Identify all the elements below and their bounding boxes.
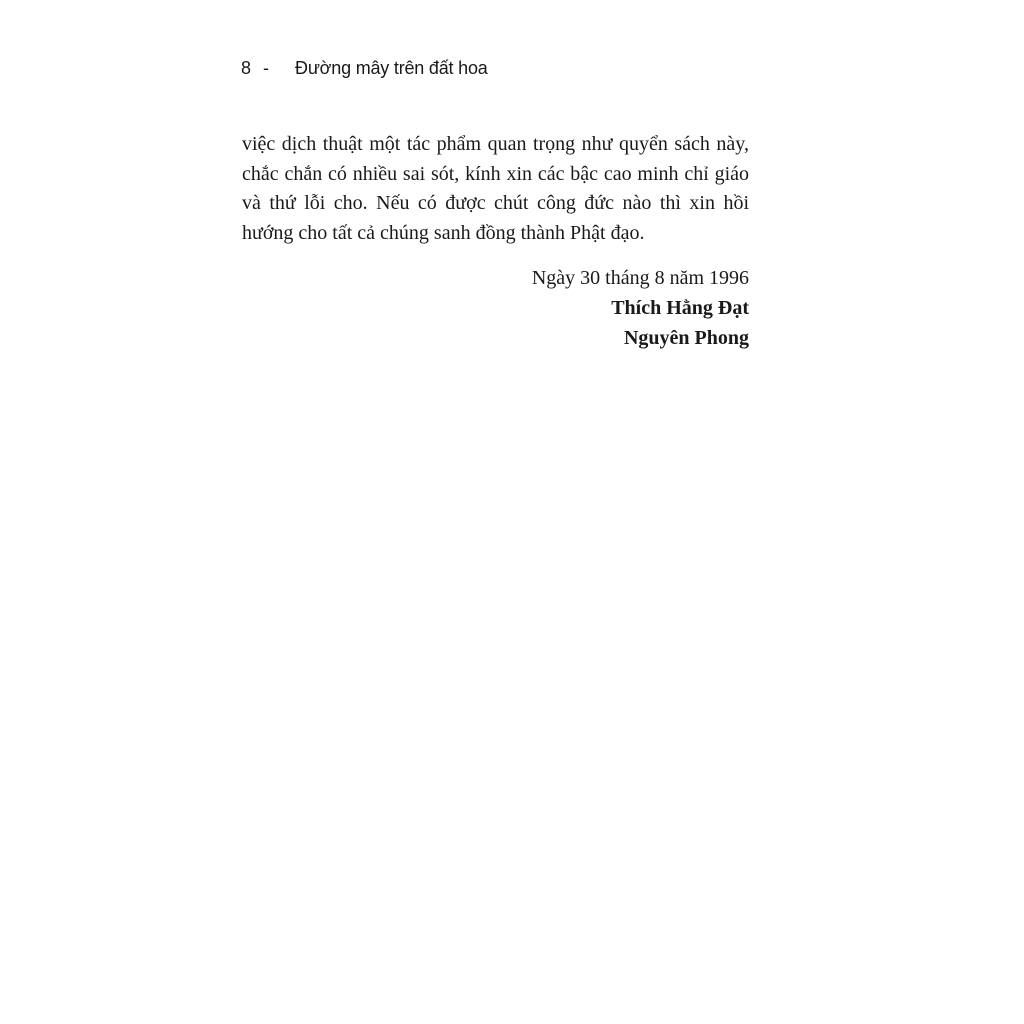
running-head xyxy=(241,58,488,84)
header-separator: - xyxy=(263,58,270,78)
body-paragraph xyxy=(242,130,749,248)
signature-name-1: Thích Hằng Đạt xyxy=(611,297,749,319)
body-line-1: việc dịch thuật một tác phẩm quan trọng như quyển sách này, xyxy=(242,133,749,155)
signature-block xyxy=(532,263,749,353)
body-line-4: hướng cho tất cả chúng sanh đồng thành Phật đạo. xyxy=(242,221,645,244)
signature-date: Ngày 30 tháng 8 năm 1996 xyxy=(531,267,749,289)
book-title: Đường mây trên đất hoa xyxy=(295,58,488,78)
body-line-3: và thứ lỗi cho. Nếu có được chút công đức nào thì xin hồi xyxy=(242,192,749,214)
body-line-2: chắc chắn có nhiều sai sót, kính xin các bậc cao minh chỉ giáo xyxy=(242,162,749,185)
page-number: 8 xyxy=(241,58,252,78)
signature-name-2: Nguyên Phong xyxy=(623,327,749,349)
